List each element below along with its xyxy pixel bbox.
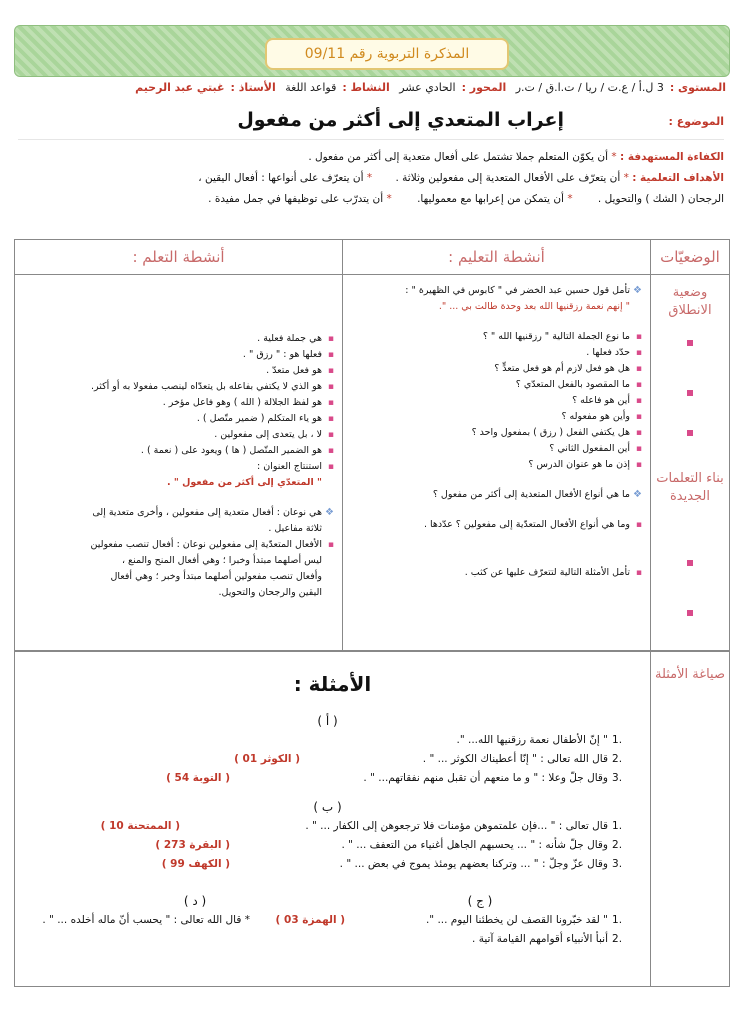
teaching-item: ❖ ما هي أنواع الأفعال المتعدية إلى أكثر من مفعول ؟: [349, 487, 642, 503]
learning-item: ▪ هو فعل متعدّ .: [21, 363, 334, 379]
goals-block: الكفاءة المستهدفة : * أن يكوّن المتعلم جملا تشتمل على أفعال متعدية إلى أكثر من مفعول . الأهداف التعلمية : * أن يتعرّف على الأفعال المتعدية إلى مفعولين وثلاثة . * أن يتعرّف على أنواعها : أفعال اليقين ، الرجحان ( الشك ) والتحويل . * أن يتمكن من إعرابها مع معموليها. * أن يتدرّب على توظيفها في جمل مفيدة .: [198, 151, 724, 205]
situation-start: وضعية الانطلاق: [668, 285, 712, 318]
group-d: [42, 892, 345, 930]
quran-ref: ( الهمزة 03 ): [275, 914, 345, 926]
situations-header: الوضعيّات: [651, 240, 729, 275]
activities-table: [14, 239, 730, 651]
situation-build: بناء التعلمات الجديدة: [656, 471, 724, 504]
examples-side: [650, 652, 729, 986]
axis-value: الحادي عشر: [399, 81, 456, 94]
learning-item: ▪ الأفعال المتعدّية إلى مفعولين نوعان : أفعال تنصب مفعولين: [21, 537, 334, 553]
teaching-item: ❖ تأمل قول حسين عبد الخضر في " كابوس في الظهيرة " :: [349, 283, 642, 299]
activity-value: قواعد اللغة: [285, 81, 337, 94]
learning-item: ▪ فعلها هو : " رزق " .: [21, 347, 334, 363]
example-line: * قال الله تعالى : " يحسب أنّ ماله أخلده ... " . ( الهمزة 03 ): [45, 911, 345, 930]
quran-ref: ( التوبة 54 ): [166, 772, 230, 784]
learning-item: ▪ هو لفظ الجلالة ( الله ) وهو فاعل مؤخر .: [21, 395, 334, 411]
subject-label: الموضوع :: [668, 115, 724, 128]
teaching-item: ▪ هل هو فعل لازم أم هو فعل متعدٍّ ؟: [349, 361, 642, 377]
info-row: [16, 81, 726, 103]
objective-1: أن يتعرّف على الأفعال المتعدية إلى مفعولين وثلاثة .: [395, 172, 621, 184]
learning-item: وأفعال تنصب مفعولين أصلهما مبتدأ وخبر ؛ وهي أفعال: [110, 571, 322, 582]
competence-label: الكفاءة المستهدفة :: [619, 151, 724, 163]
examples-main: [15, 652, 650, 986]
learning-item: ثلاثة مفاعيل .: [268, 523, 322, 534]
subject-row: [18, 109, 724, 140]
level-label: المستوى :: [669, 81, 726, 94]
situations-column: [650, 240, 729, 650]
bullet-icon: [687, 610, 693, 616]
axis-label: المحور :: [461, 81, 507, 94]
teaching-item: ▪ ما المقصود بالفعل المتعدّي ؟: [349, 377, 642, 393]
objective-2: أن يتعرّف على أنواعها : أفعال اليقين ،: [198, 172, 364, 184]
example-line: .2 أنبأ الأنبياء أقوامهم القيامة آتية .: [472, 933, 623, 945]
example-line: .3 وقال جلّ وعلا : " و ما منعهم أن تقبل منهم نفقاتهم... " . ( التوبة 54 ): [25, 769, 630, 788]
group-c: [330, 892, 630, 949]
example-line: .3 وقال عزّ وجلّ : " ... وتركنا بعضهم يومئذ يموج في بعض ... " . ( الكهف 99 ): [25, 855, 630, 874]
teaching-header: أنشطة التعليم :: [343, 240, 650, 275]
group-a: [25, 712, 630, 788]
header-banner: [14, 25, 730, 77]
teaching-item: ▪ وما هي أنواع الأفعال المتعدّية إلى مفعولين ؟ عدّدها .: [349, 517, 642, 533]
teaching-column: [342, 240, 650, 650]
group-a-label: ( أ ): [317, 714, 338, 728]
learning-column: [15, 240, 342, 650]
group-c-label: ( ج ): [467, 894, 493, 908]
competence-text: أن يكوّن المتعلم جملا تشتمل على أفعال متعدية إلى أكثر من مفعول .: [308, 151, 609, 163]
objective-2b: الرجحان ( الشك ) والتحويل .: [597, 193, 724, 205]
example-line: .2 وقال جلّ شأنه : " ... يحسبهم الجاهل أغنياء من التعفف ... " . ( البقرة 273 ): [25, 836, 630, 855]
learning-item: ▪ هو الضمير المتّصل ( ها ) ويعود على ( نعمة ) .: [21, 443, 334, 459]
example-line: .1 قال تعالى : " ...فإن علمتموهن مؤمنات فلا ترجعوهن إلى الكفار ... " . ( الممتحنة 10 ): [25, 817, 630, 836]
objective-3: أن يتمكن من إعرابها مع معموليها.: [417, 193, 564, 205]
teaching-item: ▪ إذن ما هو عنوان الدرس ؟: [349, 457, 642, 473]
learning-item: ❖ هي نوعان : أفعال متعدية إلى مفعولين ، وأخرى متعدية إلى: [21, 505, 334, 521]
teacher-label: الأستاذ :: [230, 81, 276, 94]
learning-item: ▪ هو ياء المتكلم ( ضمير متّصل ) .: [21, 411, 334, 427]
learning-item: ▪ هي جملة فعلية .: [21, 331, 334, 347]
learning-title-result: " المتعدّي إلى أكثر من مفعول " .: [166, 477, 322, 488]
examples-side-label: صياغة الأمثلة: [654, 667, 725, 682]
lesson-page: [10, 15, 732, 1010]
level-value: 3 ل.أ / ع.ت / ريا / ت.ا.ق / ت.ر: [515, 81, 664, 94]
teaching-item: ▪ وأين هو مفعوله ؟: [349, 409, 642, 425]
learning-item: اليقين والرجحان والتحويل.: [218, 587, 322, 598]
example-line: .2 قال الله تعالى : " إنّا أعطيناك الكوثر ... " . ( الكوثر 01 ): [25, 750, 630, 769]
teaching-item: ▪ أين المفعول الثاني ؟: [349, 441, 642, 457]
examples-section: [14, 651, 730, 987]
teacher-value: غبتي عبد الرحيم: [135, 81, 225, 94]
teaching-item: ▪ ما نوع الجملة التالية " رزقنيها الله " ؟: [349, 329, 642, 345]
learning-header: أنشطة التعلم :: [15, 240, 342, 275]
bullet-icon: [687, 390, 693, 396]
activity-label: النشاط :: [342, 81, 390, 94]
quran-ref: ( الممتحنة 10 ): [100, 820, 180, 832]
quran-ref: ( الكهف 99 ): [161, 858, 230, 870]
teaching-item: ▪ تأمل الأمثلة التالية لتتعرّف عليها عن كثب .: [349, 565, 642, 581]
subject-title: إعراب المتعدي إلى أكثر من مفعول: [237, 109, 564, 131]
teaching-item: ▪ أين هو فاعله ؟: [349, 393, 642, 409]
objectives-label: الأهداف التعلمية :: [632, 172, 724, 184]
bullet-icon: [687, 560, 693, 566]
example-line: .1 " لقد خبّرونا القصف لن يخطئنا اليوم ... ".: [425, 914, 623, 926]
example-line: .1 " إنّ الأطفال نعمة رزقنيها الله... ".: [456, 734, 623, 746]
quran-ref: ( البقرة 273 ): [155, 839, 230, 851]
quran-ref: ( الكوثر 01 ): [234, 753, 300, 765]
teaching-item: ▪ هل يكتفي الفعل ( رزق ) بمفعول واحد ؟: [349, 425, 642, 441]
memo-title: المذكرة التربوية رقم 09/11: [265, 38, 509, 70]
group-b: [25, 798, 630, 874]
bullet-icon: [687, 340, 693, 346]
learning-item: ▪ استنتاج العنوان :: [21, 459, 334, 475]
learning-item: ▪ هو الذي لا يكتفي بفاعله بل يتعدّاه لينصب مفعولا به أو أكثر.: [21, 379, 334, 395]
examples-title: الأمثلة :: [293, 672, 372, 696]
bullet-icon: [687, 430, 693, 436]
teaching-item: " إنهم نعمة رزقنيها الله بعد وحدة طالت بي ... ".: [438, 301, 630, 312]
group-b-label: ( ب ): [313, 800, 342, 814]
learning-item: ▪ لا ، بل يتعدى إلى مفعولين .: [21, 427, 334, 443]
learning-item: ليس أصلهما مبتدأ وخبرا ؛ وهي أفعال المنح والمنع ،: [121, 555, 322, 566]
teaching-item: ▪ حدّد فعلها .: [349, 345, 642, 361]
objective-4: أن يتدرّب على توظيفها في جمل مفيدة .: [208, 193, 384, 205]
group-d-label: ( د ): [183, 894, 207, 908]
